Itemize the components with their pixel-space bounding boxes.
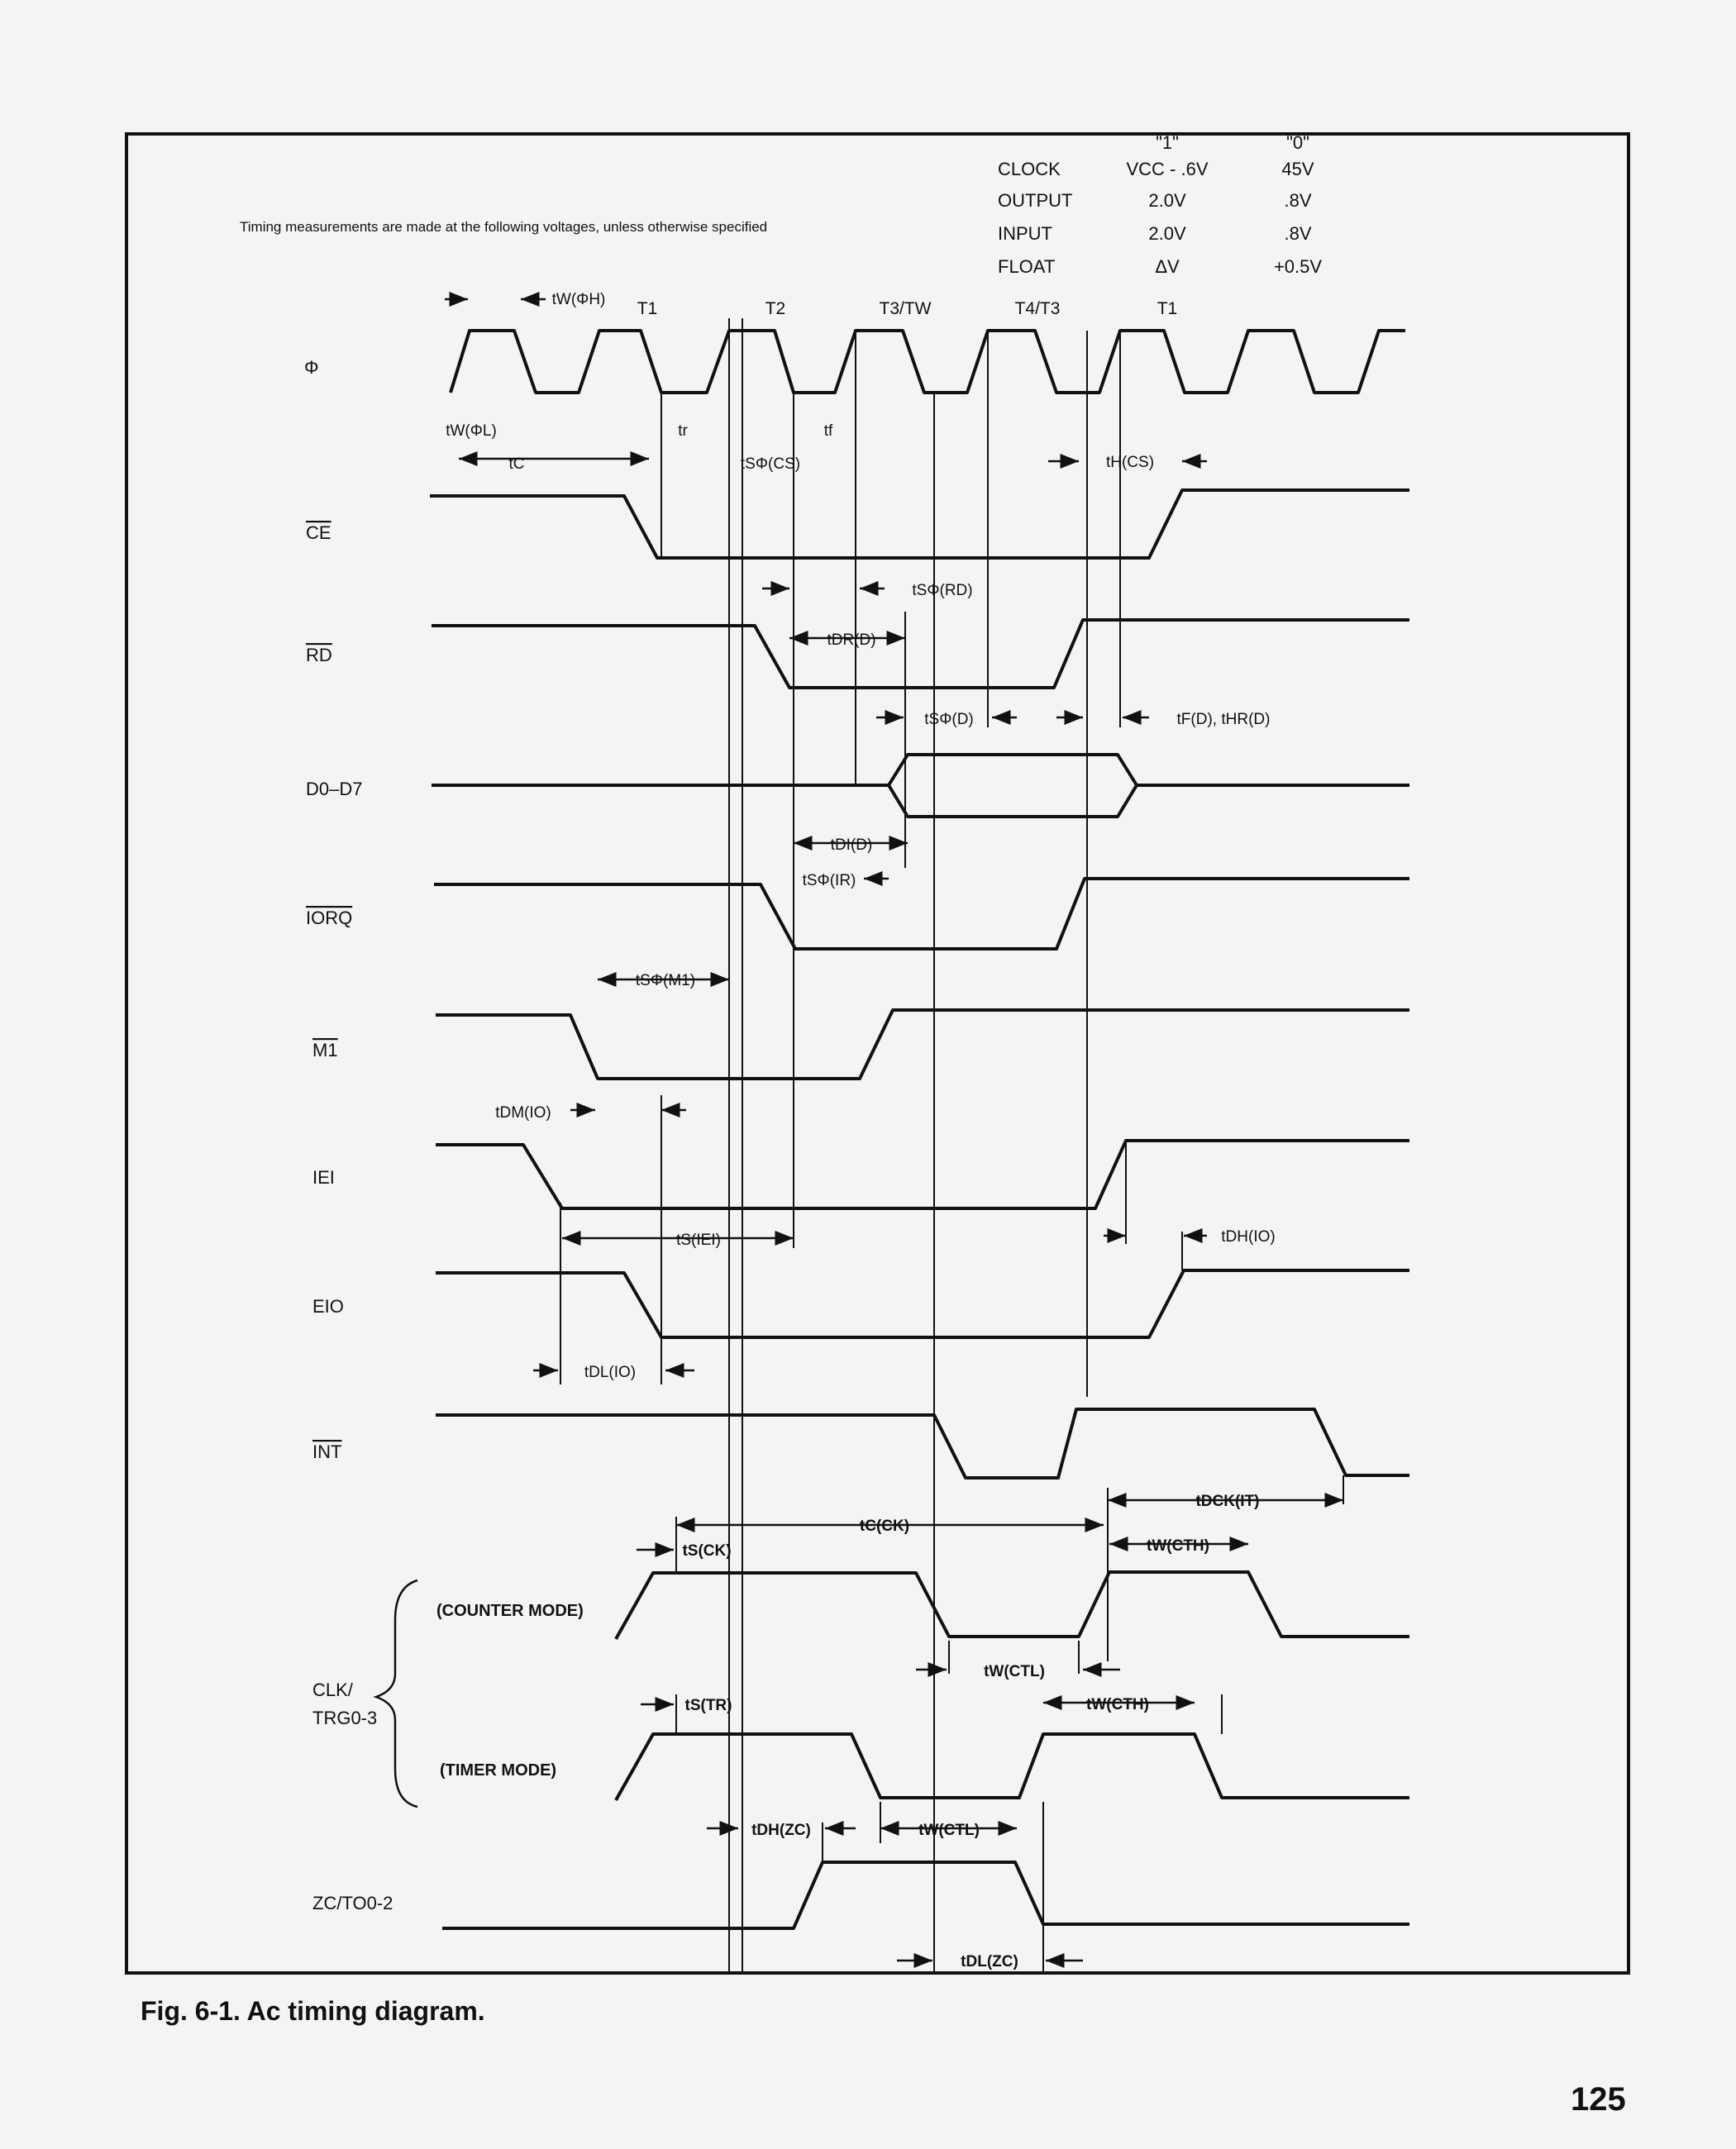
state-labels [637,299,1178,318]
state-label: T4/T3 [1014,299,1061,318]
state-label: T1 [637,299,658,318]
label-tf: tf [823,422,833,440]
rd-waveform [432,620,1409,688]
signal-name-int: INT [312,1441,342,1462]
label-tc-ck: tC(CK) [859,1518,910,1535]
label-tdh-zc: tDH(ZC) [751,1822,811,1839]
label-ts-d: tSΦ(D) [924,711,974,728]
clk-counter-waveform [616,1572,1409,1639]
table-row-zero: 45V [1281,159,1314,179]
table-row-label: OUTPUT [998,190,1073,211]
waveforms [430,331,1409,1928]
table-row-one: ΔV [1155,256,1180,277]
state-label: T3/TW [879,299,932,318]
counter-mode-label: (COUNTER MODE) [436,1602,584,1620]
label-tf-thr: tF(D), tHR(D) [1176,711,1271,728]
label-tw-phi-h: tW(ΦH) [551,291,606,308]
data-valid-window [889,755,1137,817]
timer-mode-label: (TIMER MODE) [440,1761,557,1780]
table-row-zero: +0.5V [1273,256,1323,277]
signal-name-iorq: IORQ [306,908,353,928]
signal-names [304,357,584,1913]
label-tw-phi-l: tW(ΦL) [446,422,497,440]
label-ts-ir: tSΦ(IR) [802,872,856,889]
label-ts-iei: tS(IEI) [676,1232,721,1249]
signal-name-eio: EIO [312,1296,344,1317]
dimension-arrows [445,299,1343,1961]
label-tc: tC [508,455,525,473]
label-th-cs: tH(CS) [1105,454,1155,471]
label-tdm-io: tDM(IO) [495,1104,551,1122]
label-tw-ctl: tW(CTL) [984,1663,1045,1680]
signal-name-zc: ZC/TO0-2 [312,1893,393,1913]
signal-name-iei: IEI [312,1167,335,1188]
label-tdl-zc: tDL(ZC) [961,1953,1018,1970]
voltage-table [240,132,1322,277]
label-ts-m1: tSΦ(M1) [635,972,696,989]
phi-waveform [451,331,1405,393]
label-tw-cth: tW(CTH) [1147,1537,1209,1555]
table-row-one: VCC - .6V [1126,159,1209,179]
signal-name-clk: CLK/ [312,1680,353,1700]
voltage-note: Timing measurements are made at the following voltages, unless otherwise specified [240,219,768,235]
state-label: T2 [765,299,786,318]
clk-timer-waveform [616,1734,1409,1800]
signal-name-phi: Φ [304,357,319,378]
table-row-one: 2.0V [1148,223,1186,244]
state-label: T1 [1157,299,1178,318]
label-tr: tr [678,422,688,440]
table-header-zero: "0" [1286,132,1309,153]
iei-waveform [436,1141,1409,1208]
table-row-label: FLOAT [998,256,1056,277]
signal-name-rd: RD [306,645,332,665]
figure-caption: Fig. 6-1. Ac timing diagram. [141,1996,485,2026]
label-ts-cs: tSΦ(CS) [740,455,801,473]
ce-waveform [430,490,1409,558]
label-tdr-d: tDR(D) [827,631,876,649]
eio-waveform [436,1270,1409,1337]
table-row-one: 2.0V [1148,190,1186,211]
label-tdh-io: tDH(IO) [1221,1228,1276,1246]
reference-lines [560,318,1343,1971]
table-row-label: CLOCK [998,159,1061,179]
label-tdck-it: tDCK(IT) [1195,1493,1260,1510]
table-row-zero: .8V [1284,190,1312,211]
mode-brace [376,1580,417,1807]
signal-name-ce: CE [306,522,331,543]
table-header-one: "1" [1156,132,1179,153]
signal-name-data: D0–D7 [306,779,363,799]
int-waveform [436,1409,1409,1478]
label-ts-ck: tS(CK) [682,1542,732,1560]
label-tdl-io: tDL(IO) [584,1364,637,1381]
iorq-waveform [434,879,1409,949]
m1-waveform [436,1010,1409,1079]
signal-name-m1: M1 [312,1040,338,1060]
timing-labels [446,291,1276,1970]
table-row-label: INPUT [998,223,1052,244]
zc-waveform [442,1862,1409,1928]
page-number: 125 [1571,2081,1626,2118]
label-tw-cth-timer: tW(CTH) [1086,1696,1149,1713]
label-ts-tr: tS(TR) [684,1697,732,1714]
label-tdi-d: tDI(D) [830,836,873,854]
label-ts-rd: tSΦ(RD) [912,582,973,599]
label-tw-ctl-timer: tW(CTL) [918,1822,980,1839]
signal-name-trg: TRG0-3 [312,1708,378,1728]
table-row-zero: .8V [1284,223,1312,244]
